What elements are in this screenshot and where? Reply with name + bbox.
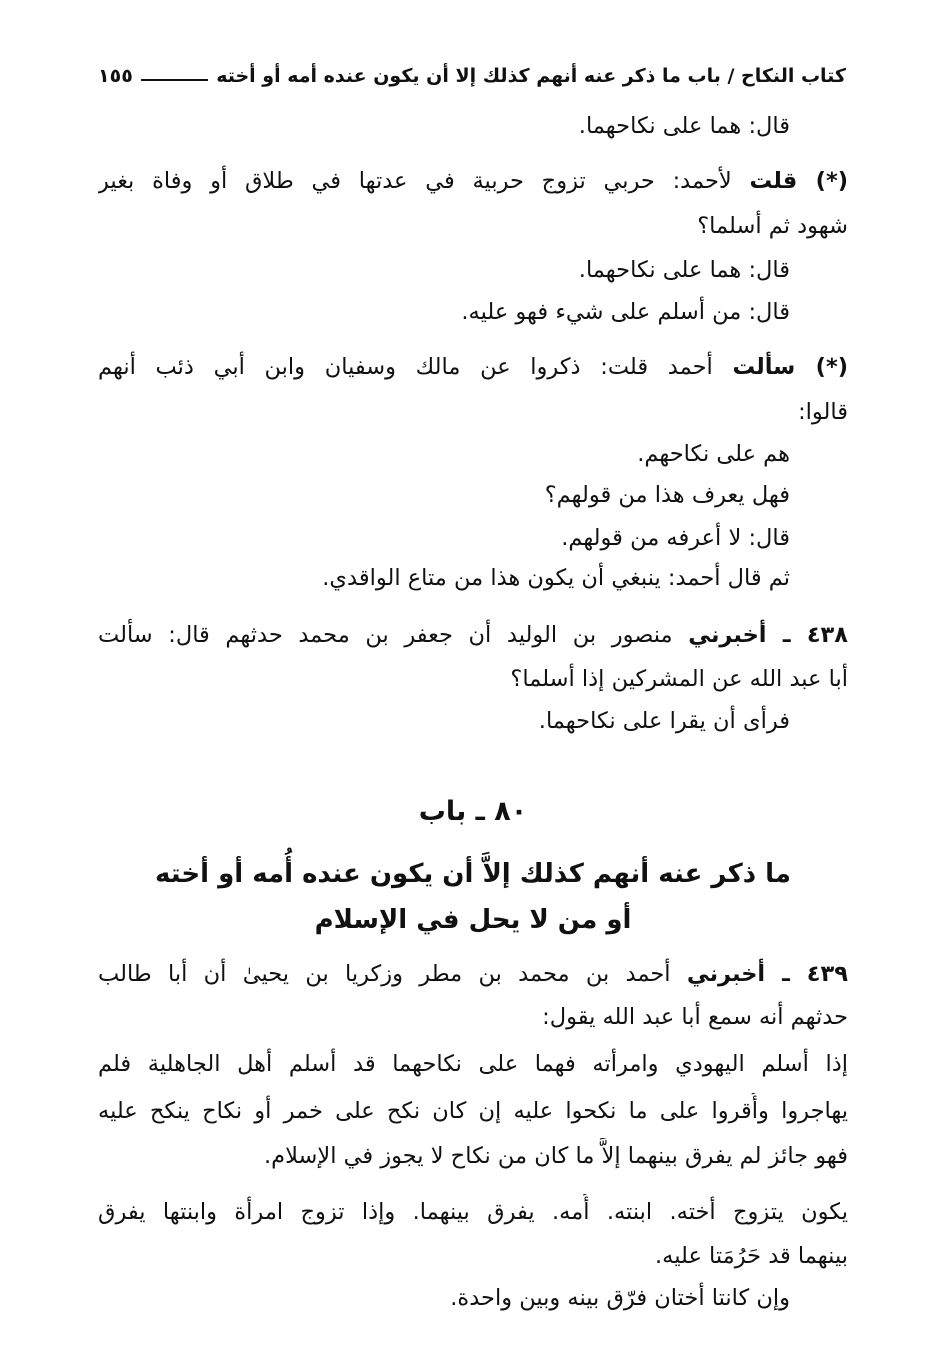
text-line <box>98 617 848 653</box>
text-line: ثم قال أحمد: ينبغي أن يكون هذا من متاع الواقدي. <box>322 565 790 591</box>
text-line: إذا أسلم اليهودي وامرأته فهما على نكاحهما قد أسلم أهل الجاهلية فلم <box>98 1051 848 1077</box>
text-line <box>98 956 848 992</box>
line-rest: أحمد بن محمد بن مطر وزكريا بن يحيىٰ أن أبا طالب <box>98 961 671 987</box>
text-line: فهو جائز لم يفرق بينهما إلاَّ ما كان من نكاح لا يجوز في الإسلام. <box>264 1143 848 1169</box>
text-line: حدثهم أنه سمع أبا عبد الله يقول: <box>542 1004 848 1030</box>
text-line: قالوا: <box>798 399 848 425</box>
text-line: قال: هما على نكاحهما. <box>578 257 790 283</box>
text-line: يكون يتزوج أخته. ابنته. أُمه. يفرق بينهما. وإذا تزوج امرأة وابنتها يفرق <box>98 1199 848 1225</box>
text-line: قال: من أسلم على شيء فهو عليه. <box>461 299 790 325</box>
text-line: أبا عبد الله عن المشركين إذا أسلما؟ <box>510 666 848 692</box>
line-lead: (*) قلت <box>749 168 848 194</box>
text-line <box>98 349 848 385</box>
text-line <box>98 163 848 199</box>
page-number: ١٥٥ <box>98 65 133 87</box>
text-line: بينهما قد حَرُمَتا عليه. <box>655 1243 848 1269</box>
text-line: فهل يعرف هذا من قولهم؟ <box>544 482 790 508</box>
chapter-title-line-1: ما ذكر عنه أنهم كذلك إلاَّ أن يكون عنده أُمه أو أخته <box>155 859 791 889</box>
text-line: قال: هما على نكاحهما. <box>578 113 790 139</box>
text-line: وإن كانتا أختان فرّق بينه وبين واحدة. <box>450 1285 790 1311</box>
text-line: هم على نكاحهم. <box>637 441 790 467</box>
chapter-title-line-2: أو من لا يحل في الإسلام <box>314 905 632 935</box>
line-lead: ٤٣٩ ـ أخبرني <box>686 961 848 987</box>
header-rule <box>141 79 208 81</box>
line-lead: (*) سألت <box>732 354 848 380</box>
text-line: يهاجروا وأُقروا على ما نكحوا عليه إن كان نكح على خمر أو نكاح ينكح عليه <box>98 1098 848 1124</box>
text-line: فرأى أن يقرا على نكاحهما. <box>538 708 790 734</box>
line-rest: أحمد قلت: ذكروا عن مالك وسفيان وابن أبي ذئب أنهم <box>98 354 713 380</box>
line-rest: لأحمد: حربي تزوج حربية في عدتها في طلاق أو وفاة بغير <box>98 168 732 194</box>
text-line: شهود ثم أسلما؟ <box>697 213 848 239</box>
line-rest: منصور بن الوليد أن جعفر بن محمد حدثهم قال: سألت <box>98 622 673 648</box>
chapter-number-heading: ٨٠ ـ باب <box>418 796 528 827</box>
text-line: قال: لا أعرفه من قولهم. <box>561 525 790 551</box>
line-lead: ٤٣٨ ـ أخبرني <box>688 622 848 648</box>
header-title: كتاب النكاح / باب ما ذكر عنه أنهم كذلك إلا أن يكون عنده أمه أو أخته <box>216 65 846 87</box>
running-header <box>98 58 846 94</box>
